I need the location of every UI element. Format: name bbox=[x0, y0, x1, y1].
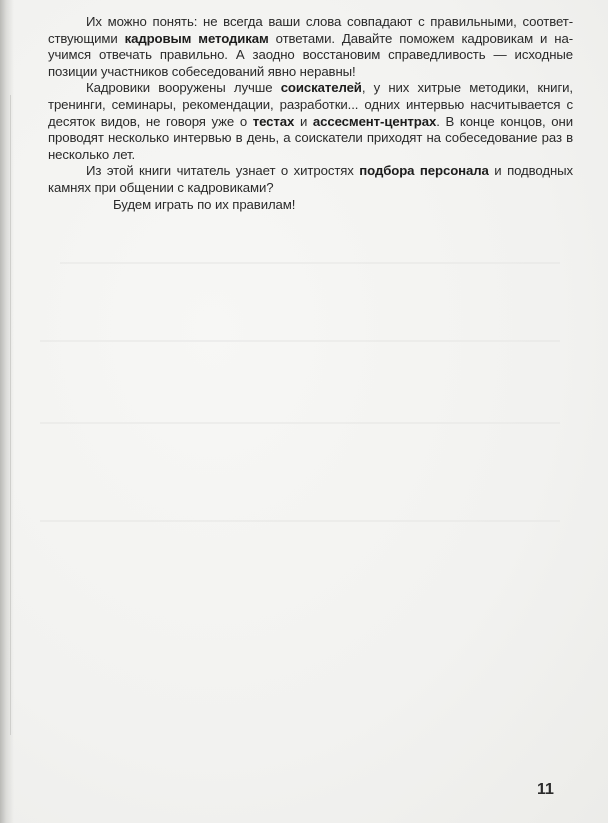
paragraph-1 bbox=[48, 14, 573, 80]
text-run: и подводных камнях при общении с кадровиками? bbox=[48, 163, 573, 195]
paragraph-3 bbox=[48, 163, 573, 196]
bold-term: соискателей bbox=[280, 80, 362, 96]
body-text bbox=[48, 14, 573, 213]
bleed-through-mark bbox=[40, 340, 560, 342]
text-run: , у них хитрые методики, книги, тренинги, семинары, рекомендации, разработки... одних интервью насчитывается с десяток видов, не говоря уже о bbox=[48, 80, 573, 129]
spine-shadow bbox=[0, 0, 14, 823]
paragraph-2 bbox=[48, 80, 573, 163]
bleed-through-mark bbox=[60, 262, 560, 264]
paragraph-closing bbox=[48, 197, 573, 214]
text-run: и bbox=[294, 113, 313, 129]
text-run: Их можно понять: не всегда ваши слова совпадают с правильными, соответ-ствующими bbox=[48, 14, 573, 46]
text-run: . В конце концов, они проводят несколько интервью в день, а соискатели приходят на собеседование раз в несколько лет. bbox=[48, 113, 573, 162]
bold-term: ассесмент-центрах bbox=[312, 113, 437, 129]
bold-term: кадровым методикам bbox=[124, 30, 269, 46]
bold-term: подбора персонала bbox=[359, 163, 489, 179]
text-run: Будем играть по их правилам! bbox=[113, 196, 296, 212]
text-run: ответами. Давайте поможем кадровикам и на-учимся отвечать правильно. А заодно восстановим справедливость — исходные позиции участников собеседований явно неравны! bbox=[48, 30, 573, 79]
text-run: Из этой книги читатель узнает о хитростях bbox=[86, 163, 360, 179]
bold-term: тестах bbox=[252, 113, 295, 129]
spine-crease bbox=[10, 95, 11, 735]
text-run: Кадровики вооружены лучше bbox=[86, 80, 281, 96]
bleed-through-mark bbox=[40, 422, 560, 424]
page-number: 11 bbox=[537, 781, 554, 798]
bleed-through-mark bbox=[40, 520, 560, 522]
